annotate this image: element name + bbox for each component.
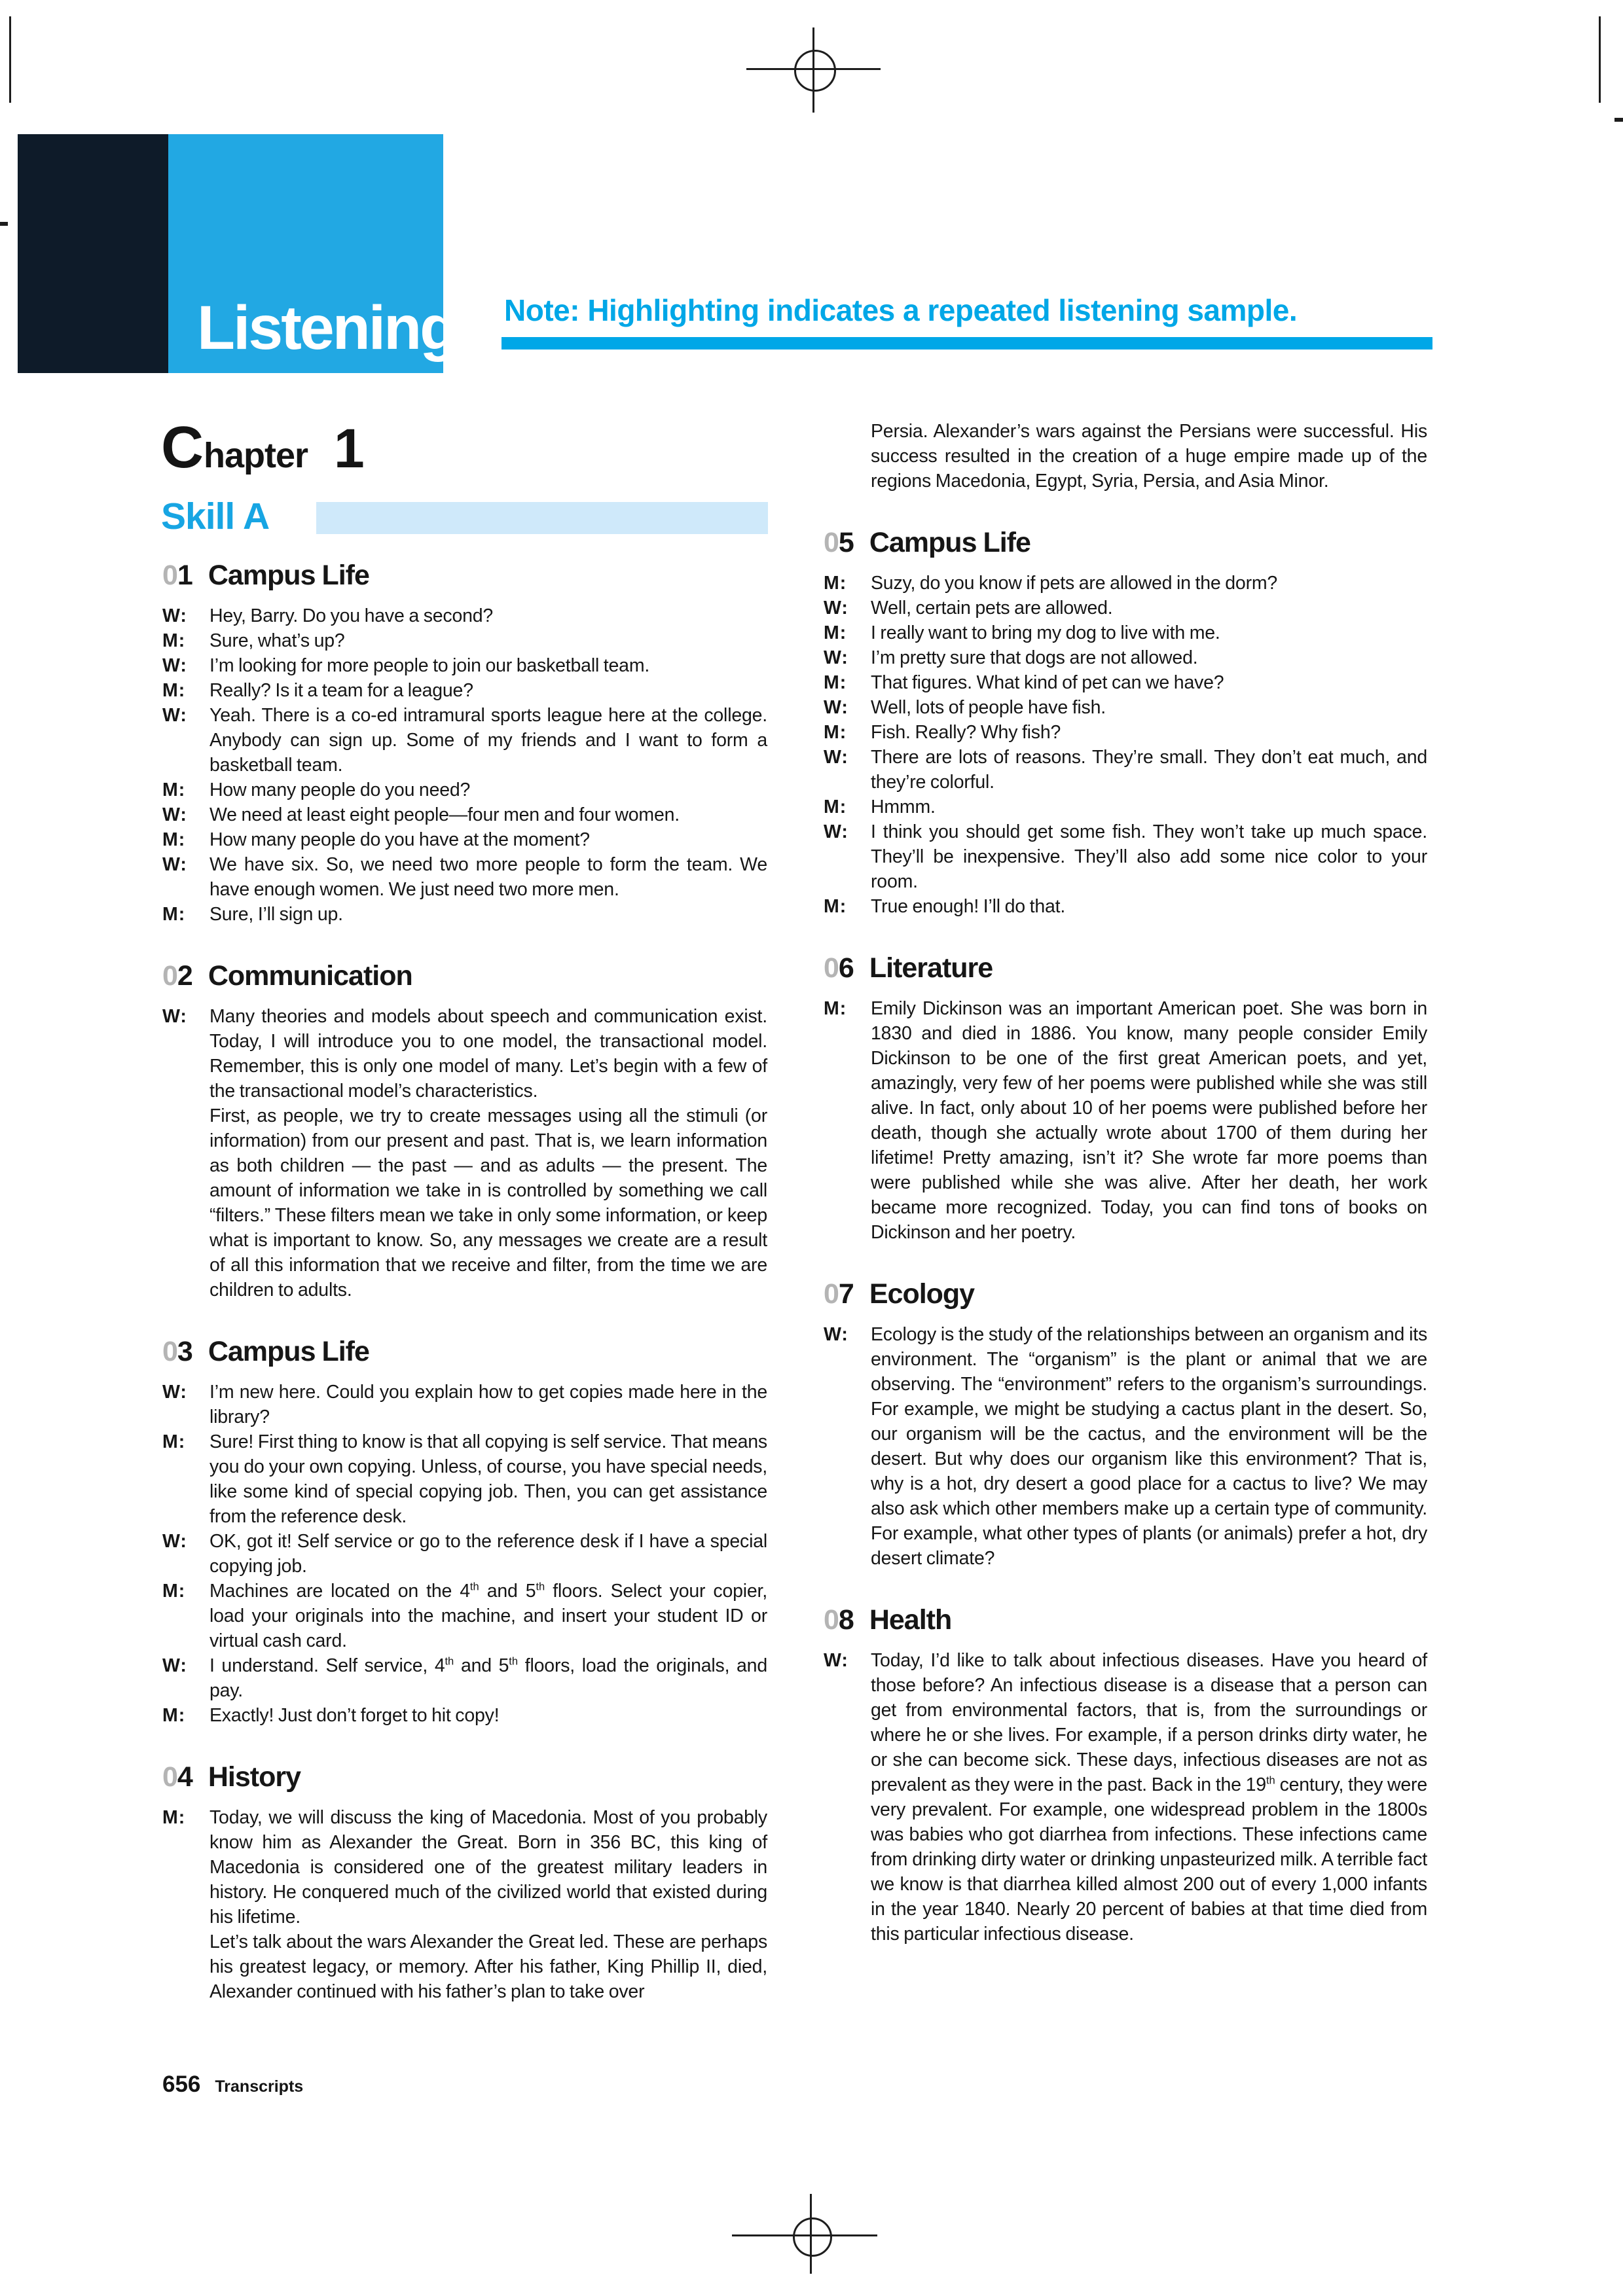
dialogue-turn bbox=[162, 653, 767, 678]
dialogue-text: Well, lots of people have fish. bbox=[871, 697, 1106, 718]
speaker-label: M: bbox=[824, 672, 847, 693]
dialogue-text: I’m new here. Could you explain how to get copies made here in the library? bbox=[210, 1382, 767, 1427]
chapter-initial: C bbox=[161, 415, 204, 480]
speaker-label: W: bbox=[162, 655, 187, 676]
dialogue-text: Let’s talk about the wars Alexander the Great led. These are perhaps his greatest legacy, or memory. After his father, King Phillip II, died, Alexander continued with his father’s plan to take over bbox=[210, 1931, 767, 2002]
section-number-zero: 0 bbox=[824, 1278, 839, 1310]
chapter-number: 1 bbox=[334, 418, 365, 479]
dialogue-turn bbox=[162, 603, 767, 628]
section-number: 4 bbox=[177, 1761, 192, 1793]
section-number-zero: 0 bbox=[162, 960, 177, 992]
section-title: Campus Life bbox=[208, 1336, 369, 1367]
section-title: Campus Life bbox=[208, 560, 369, 591]
chapter-heading bbox=[161, 414, 365, 482]
dialogue-turn bbox=[162, 1103, 767, 1302]
section-title: Ecology bbox=[869, 1278, 975, 1310]
section-heading bbox=[824, 1279, 1427, 1309]
transcript-section bbox=[824, 528, 1427, 919]
dialogue-turn bbox=[824, 620, 1427, 645]
speaker-label: M: bbox=[162, 1431, 186, 1452]
dialogue-turn bbox=[824, 670, 1427, 695]
dialogue-text: Emily Dickinson was an important American poet. She was born in 1830 and died in 1886. You know, many people consider Emily Dickinson to be one of the first great American poets, and yet, amazingly, very few of her poems were published while she was still alive. In fact, only about 10 of her poems were published before her death, though she actually wrote about 1700 of them during her lifetime! Pretty amazing, isn’t it? She wrote far more poems than were published while she was alive. After her death, her work became more recognized. Today, you can find tons of books on Dickinson and her poetry. bbox=[871, 998, 1427, 1243]
speaker-label: M: bbox=[824, 797, 847, 817]
speaker-label: W: bbox=[162, 605, 187, 626]
registration-mark-bottom-hline bbox=[732, 2234, 877, 2236]
section-heading bbox=[162, 1762, 767, 1792]
dialogue-turn bbox=[162, 902, 767, 927]
dialogue-text: I’m pretty sure that dogs are not allowed. bbox=[871, 647, 1198, 668]
dialogue-turn bbox=[824, 996, 1427, 1245]
dialogue-text: There are lots of reasons. They’re small. They don’t eat much, and they’re colorful. bbox=[871, 747, 1427, 793]
speaker-label: M: bbox=[162, 904, 186, 925]
speaker-label: M: bbox=[162, 780, 186, 800]
section-title: History bbox=[208, 1761, 301, 1793]
section-number-zero: 0 bbox=[824, 952, 839, 984]
left-column bbox=[162, 560, 767, 2004]
dialogue-text: Sure, I’ll sign up. bbox=[210, 904, 343, 925]
skill-heading: Skill A bbox=[161, 495, 270, 537]
dialogue-text: We need at least eight people—four men and four women. bbox=[210, 804, 680, 825]
dialogue-text: Fish. Really? Why fish? bbox=[871, 722, 1061, 743]
transcript-section bbox=[824, 1605, 1427, 1946]
section-number-zero: 0 bbox=[824, 1604, 839, 1636]
banner-title: Listening bbox=[197, 293, 456, 363]
dialogue-text: How many people do you have at the moment? bbox=[210, 829, 590, 850]
dialogue-turn bbox=[162, 628, 767, 653]
speaker-label: M: bbox=[824, 998, 847, 1019]
dialogue-turn bbox=[824, 795, 1427, 819]
speaker-label: M: bbox=[162, 1581, 186, 1602]
dialogue-turn bbox=[162, 1529, 767, 1579]
dialogue-turn bbox=[824, 1322, 1427, 1571]
dialogue-text: Suzy, do you know if pets are allowed in the dorm? bbox=[871, 573, 1278, 594]
section-number: 6 bbox=[838, 952, 854, 984]
dialogue-text: Persia. Alexander’s wars against the Persians were successful. His success resulted in the creation of a huge empire made up of the regions Macedonia, Egypt, Syria, Persia, and Asia Minor. bbox=[871, 421, 1427, 492]
note-underline-bar bbox=[501, 337, 1432, 350]
speaker-label: M: bbox=[824, 722, 847, 743]
crop-mark-left-dash bbox=[0, 222, 8, 226]
section-number-zero: 0 bbox=[162, 1761, 177, 1793]
dialogue-turn bbox=[162, 778, 767, 802]
dialogue-turn bbox=[162, 852, 767, 902]
speaker-label: W: bbox=[824, 1650, 848, 1671]
dialogue-turn bbox=[824, 745, 1427, 795]
crop-mark-top-left bbox=[9, 16, 11, 103]
speaker-label: M: bbox=[162, 680, 186, 701]
section-title: Campus Life bbox=[869, 527, 1030, 558]
dialogue-turn bbox=[162, 1429, 767, 1529]
dialogue-text: Well, certain pets are allowed. bbox=[871, 598, 1113, 619]
speaker-label: W: bbox=[162, 705, 187, 726]
dialogue-turn bbox=[162, 1004, 767, 1103]
dialogue-text: Sure, what’s up? bbox=[210, 630, 345, 651]
registration-mark-top-vline bbox=[812, 27, 814, 113]
dialogue-text: Today, we will discuss the king of Macedonia. Most of you probably know him as Alexander the Great. Born in 356 BC, this king of Macedonia is considered one of the greatest military leaders in history. He conquered much of the civilized world that existed during his lifetime. bbox=[210, 1807, 767, 1928]
dialogue-text: Sure! First thing to know is that all copying is self service. That means you do your own copying. Unless, of course, you have special needs, like some kind of special copying job. Then, you can get assistance from the reference desk. bbox=[210, 1431, 767, 1527]
speaker-label: W: bbox=[162, 1382, 187, 1403]
section-title: Communication bbox=[208, 960, 412, 992]
dialogue-text: Exactly! Just don’t forget to hit copy! bbox=[210, 1705, 500, 1726]
dialogue-text: Yeah. There is a co-ed intramural sports league here at the college. Anybody can sign up. Some of my friends and I want to form a basketball team. bbox=[210, 705, 767, 776]
dialogue-text: Hmmm. bbox=[871, 797, 936, 817]
dialogue-turn bbox=[162, 802, 767, 827]
highlighting-note: Note: Highlighting indicates a repeated listening sample. bbox=[504, 293, 1298, 327]
speaker-label: W: bbox=[162, 1006, 187, 1027]
dialogue-turn bbox=[824, 1648, 1427, 1946]
crop-mark-top-right bbox=[1599, 16, 1601, 103]
dialogue-text: Machines are located on the 4th and 5th floors. Select your copier, load your originals into the machine, and insert your student ID or virtual cash card. bbox=[210, 1580, 767, 1651]
section-number-zero: 0 bbox=[824, 527, 839, 558]
speaker-label: M: bbox=[162, 829, 186, 850]
dialogue-turn bbox=[824, 596, 1427, 620]
dialogue-turn bbox=[162, 1805, 767, 1929]
dialogue-turn bbox=[162, 678, 767, 703]
crop-mark-right-dash bbox=[1614, 118, 1623, 122]
speaker-label: M: bbox=[824, 573, 847, 594]
transcript-section bbox=[162, 560, 767, 927]
dialogue-turn bbox=[824, 720, 1427, 745]
dialogue-text: I really want to bring my dog to live with me. bbox=[871, 622, 1220, 643]
registration-mark-bottom-vline bbox=[810, 2194, 812, 2274]
section-heading bbox=[824, 1605, 1427, 1635]
section-heading bbox=[162, 560, 767, 590]
section-number-zero: 0 bbox=[162, 1336, 177, 1367]
speaker-label: W: bbox=[162, 1531, 187, 1552]
transcript-section bbox=[162, 961, 767, 1302]
transcript-section bbox=[824, 953, 1427, 1245]
footer-label: Transcripts bbox=[215, 2077, 304, 2096]
speaker-label: M: bbox=[162, 630, 186, 651]
dialogue-turn bbox=[162, 827, 767, 852]
dialogue-turn bbox=[162, 1579, 767, 1653]
section-heading bbox=[162, 961, 767, 991]
section-title: Literature bbox=[869, 952, 993, 984]
transcript-section bbox=[162, 1336, 767, 1728]
section-title: Health bbox=[869, 1604, 952, 1636]
speaker-label: W: bbox=[824, 697, 848, 718]
dialogue-turn bbox=[824, 894, 1427, 919]
dialogue-text: How many people do you need? bbox=[210, 780, 471, 800]
speaker-label: W: bbox=[162, 804, 187, 825]
dialogue-turn bbox=[162, 1380, 767, 1429]
section-number: 8 bbox=[838, 1604, 854, 1636]
transcript-section bbox=[162, 1762, 767, 2004]
chapter-word: hapter bbox=[204, 436, 308, 475]
dialogue-text: I understand. Self service, 4th and 5th floors, load the originals, and pay. bbox=[210, 1655, 767, 1701]
dialogue-turn bbox=[824, 419, 1427, 493]
dialogue-turn bbox=[824, 571, 1427, 596]
banner-dark-block bbox=[18, 134, 168, 373]
speaker-label: W: bbox=[824, 821, 848, 842]
dialogue-text: Ecology is the study of the relationships between an organism and its environment. The “organism” is the plant or animal that we are observing. The “environment” refers to the organism’s surroundings. For example, we might be studying a cactus plant in the desert. So, our organism will be the cactus, and the environment will be the desert. But why does our organism like this environment? That is, why is a hot, dry desert a good place for a cactus to live? We may also ask which other members make up a certain type of community. For example, what other types of plants (or animals) prefer a hot, dry desert climate? bbox=[871, 1324, 1427, 1569]
page-number: 656 bbox=[162, 2072, 201, 2097]
speaker-label: M: bbox=[162, 1807, 186, 1828]
right-column bbox=[824, 419, 1427, 1946]
dialogue-turn bbox=[162, 1703, 767, 1728]
speaker-label: W: bbox=[162, 854, 187, 875]
dialogue-text: We have six. So, we need two more people to form the team. We have enough women. We just need two more men. bbox=[210, 854, 767, 900]
speaker-label: W: bbox=[824, 1324, 848, 1345]
speaker-label: W: bbox=[824, 598, 848, 619]
speaker-label: W: bbox=[162, 1655, 187, 1676]
dialogue-turn bbox=[824, 645, 1427, 670]
dialogue-turn bbox=[824, 695, 1427, 720]
transcript-section bbox=[824, 1279, 1427, 1571]
dialogue-turn bbox=[824, 819, 1427, 894]
dialogue-text: OK, got it! Self service or go to the reference desk if I have a special copying job. bbox=[210, 1531, 767, 1577]
dialogue-text: Today, I’d like to talk about infectious diseases. Have you heard of those before? An infectious disease is a disease that a person can get from environmental factors, that is, from the surroundings or where he or she lives. For example, if a person drinks dirty water, he or she can become sick. These days, infectious diseases are not as prevalent as they were in the past. Back in the 19th century, they were very prevalent. For example, one widespread problem in the 1800s was babies who got diarrhea from infections. These infections came from drinking dirty water or drinking unpasteurized milk. A terrible fact we know is that diarrhea killed almost 200 out of every 1,000 infants in the year 1840. Nearly 20 percent of babies at that time died from this particular infectious disease. bbox=[871, 1650, 1427, 1945]
dialogue-text: True enough! I’ll do that. bbox=[871, 896, 1066, 917]
dialogue-text: That figures. What kind of pet can we have? bbox=[871, 672, 1224, 693]
section-number: 1 bbox=[177, 560, 192, 591]
page-footer bbox=[162, 2072, 303, 2098]
section-heading bbox=[824, 528, 1427, 558]
dialogue-turn bbox=[162, 1929, 767, 2004]
section-number-zero: 0 bbox=[162, 560, 177, 591]
dialogue-text: Really? Is it a team for a league? bbox=[210, 680, 473, 701]
section-number: 7 bbox=[838, 1278, 854, 1310]
speaker-label: M: bbox=[824, 622, 847, 643]
dialogue-turn bbox=[162, 703, 767, 778]
registration-mark-top-circle bbox=[794, 50, 836, 92]
section-heading bbox=[824, 953, 1427, 983]
dialogue-turn bbox=[162, 1653, 767, 1703]
skill-highlight-bar bbox=[316, 502, 768, 534]
section-number: 2 bbox=[177, 960, 192, 992]
dialogue-text: I’m looking for more people to join our basketball team. bbox=[210, 655, 650, 676]
section-number: 5 bbox=[838, 527, 854, 558]
listening-banner bbox=[168, 134, 456, 373]
speaker-label: W: bbox=[824, 747, 848, 768]
dialogue-text: Hey, Barry. Do you have a second? bbox=[210, 605, 494, 626]
dialogue-text: Many theories and models about speech and communication exist. Today, I will introduce you to one model, the transactional model. Remember, this is only one model of many. Let’s begin with a few of the transactional model’s characteristics. bbox=[210, 1006, 767, 1102]
registration-mark-bottom-circle bbox=[793, 2217, 832, 2257]
speaker-label: M: bbox=[162, 1705, 186, 1726]
dialogue-text: First, as people, we try to create messages using all the stimuli (or information) from our present and past. That is, we learn information as both children — the past — and as adults — the present. The amount of information we take in is controlled by something we call “filters.” These filters mean we take in only some information, or keep what is important to know. So, any messages we create are a result of all this information that we receive and filter, from the time we are children to adults. bbox=[210, 1105, 767, 1300]
speaker-label: M: bbox=[824, 896, 847, 917]
section-heading bbox=[162, 1336, 767, 1367]
dialogue-text: I think you should get some fish. They won’t take up much space. They’ll be inexpensive. They’ll also add some nice color to your room. bbox=[871, 821, 1427, 892]
speaker-label: W: bbox=[824, 647, 848, 668]
section-number: 3 bbox=[177, 1336, 192, 1367]
